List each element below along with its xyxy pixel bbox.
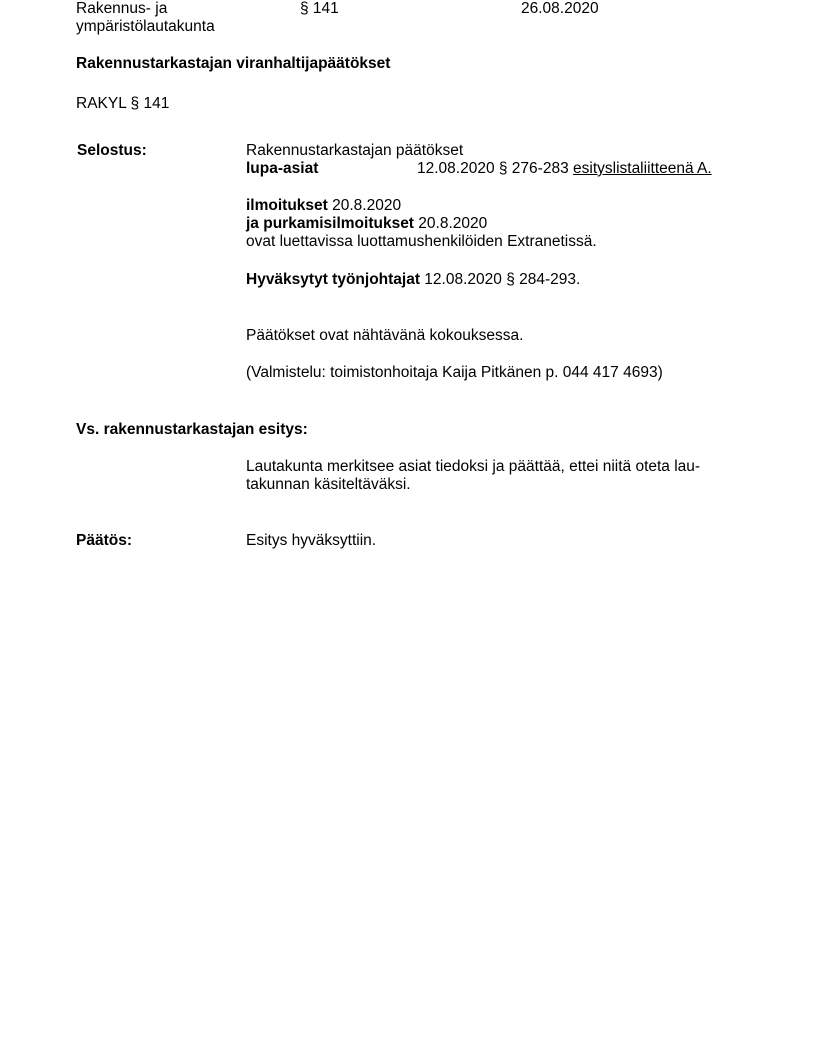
purkamisilmoitukset-label: ja purkamisilmoitukset [246, 215, 414, 232]
page-title: Rakennustarkastajan viranhaltijapäätökset [76, 55, 391, 72]
extranet-text: ovat luettavissa luottamushenkilöiden Extranetissä. [246, 233, 597, 250]
tyonjohtajat-label: Hyväksytyt työnjohtajat [246, 271, 420, 288]
ilmoitukset-line [246, 197, 401, 215]
lupa-asiat-label: lupa-asiat [246, 160, 319, 177]
attachment-link[interactable]: esityslistaliitteenä A. [573, 160, 712, 177]
ilmoitukset-date: 20.8.2020 [327, 197, 402, 214]
esitys-line1: Lautakunta merkitsee asiat tiedoksi ja päättää, ettei niitä oteta lau- [246, 458, 701, 475]
esitys-line2: takunnan käsiteltäväksi. [246, 476, 411, 493]
lupa-asiat-text: 12.08.2020 § 276-283 [417, 160, 573, 177]
header-section: § 141 [300, 0, 339, 17]
lupa-asiat-value [417, 160, 712, 178]
nahtavana-text: Päätökset ovat nähtävänä kokouksessa. [246, 327, 524, 344]
header-date: 26.08.2020 [521, 0, 599, 17]
purkamisilmoitukset-date: 20.8.2020 [413, 215, 488, 232]
tyonjohtajat-text: 12.08.2020 § 284-293. [420, 271, 581, 288]
paatos-text: Esitys hyväksyttiin. [246, 532, 377, 549]
esitys-label: Vs. rakennustarkastajan esitys: [76, 421, 308, 438]
selostus-intro: Rakennustarkastajan päätökset [246, 142, 464, 159]
selostus-label: Selostus: [77, 142, 147, 159]
board-name [76, 0, 215, 36]
board-name-line1: Rakennus- ja [76, 0, 168, 17]
ilmoitukset-label: ilmoitukset [246, 197, 328, 214]
tyonjohtajat-line [246, 271, 580, 289]
paatos-label: Päätös: [76, 532, 132, 549]
purkamisilmoitukset-line [246, 215, 487, 233]
section-reference: RAKYL § 141 [76, 95, 170, 112]
board-name-line2: ympäristölautakunta [76, 18, 215, 35]
valmistelu-text: (Valmistelu: toimistonhoitaja Kaija Pitkänen p. 044 417 4693) [246, 364, 663, 381]
esitys-text [246, 458, 700, 494]
